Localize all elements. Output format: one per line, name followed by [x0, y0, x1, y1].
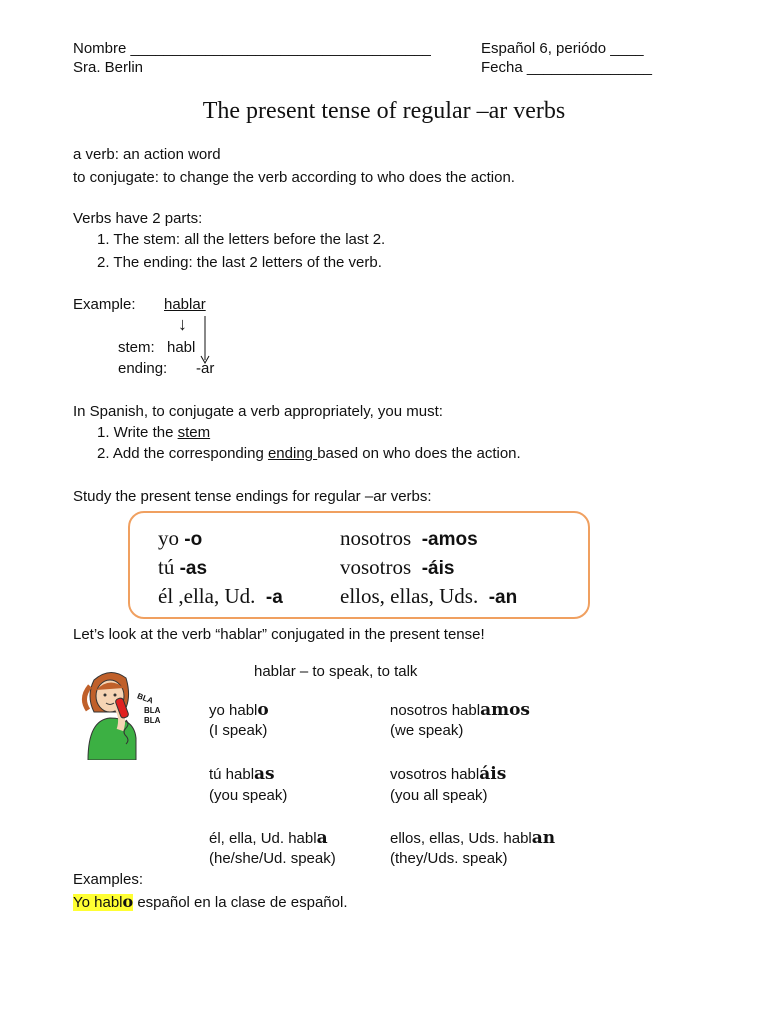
conj-ending: a [316, 828, 328, 848]
bubble-text-3: BLA [144, 716, 161, 725]
conj-tu [209, 764, 275, 784]
conj-ending: o [257, 700, 269, 720]
conj-yo-gloss: (I speak) [209, 722, 268, 739]
ending-row-el [158, 584, 283, 609]
stem-value: habl [167, 339, 196, 356]
bubble-text-1: BLA [135, 691, 155, 706]
pronoun: él ,ella, Ud. [158, 584, 256, 608]
conjugate-definition: : to change the verb according to who does the action. [154, 169, 515, 186]
ending: -as [179, 558, 208, 579]
ending-row-vosotros [340, 555, 454, 580]
conj-ending: an [531, 828, 556, 848]
ending: -a [265, 587, 283, 608]
highlight-prefix: Yo habl [73, 894, 123, 911]
pronoun: ellos, ellas, Uds. [340, 584, 479, 608]
lets-look-text: Let’s look at the verb “hablar” conjugated in the present tense! [73, 626, 485, 643]
instructions-intro: In Spanish, to conjugate a verb appropriately, you must: [73, 403, 443, 420]
conj-ending: as [254, 764, 275, 784]
conj-ending: áis [479, 764, 507, 784]
verb-term: a verb [73, 146, 115, 163]
example-sentence [73, 892, 348, 911]
bubble-text-2: BLA [144, 706, 161, 715]
example-label: Example: [73, 296, 136, 313]
instruction-step-1 [97, 424, 210, 441]
page-title: The present tense of regular –ar verbs [202, 98, 566, 124]
example-verb: hablar [164, 296, 206, 313]
conj-prefix: él, ella, Ud. habl [209, 830, 317, 847]
ending-arrow-icon [198, 316, 212, 366]
definition-verb [73, 146, 221, 163]
pronoun: nosotros [340, 526, 412, 550]
name-field-label: Nombre ____________________________________ [73, 40, 431, 57]
conj-el-gloss: (he/she/Ud. speak) [209, 850, 336, 867]
ending-row-yo [158, 526, 202, 551]
parts-item-ending: 2. The ending: the last 2 letters of the verb. [97, 254, 382, 271]
conj-ending: amos [480, 700, 530, 720]
pronoun: tú [158, 555, 175, 579]
sentence-rest: español en la clase de español. [133, 894, 348, 911]
conj-el [209, 828, 328, 848]
definition-conjugate [73, 169, 515, 186]
ending-label: ending: [118, 360, 168, 377]
highlight-ending: o [122, 892, 134, 911]
conj-vosotros-gloss: (you all speak) [390, 787, 488, 804]
ending-row-ellos [340, 584, 517, 609]
instruction-step-2 [97, 445, 521, 462]
conj-prefix: ellos, ellas, Uds. habl [390, 830, 532, 847]
step-2-rest: based on who does the action. [317, 445, 521, 462]
ending-row-nosotros [340, 526, 478, 551]
examples-label: Examples: [73, 871, 144, 888]
stem-label: stem: [118, 339, 155, 356]
pronoun: vosotros [340, 555, 412, 579]
ending-value: -ar [196, 360, 215, 377]
ending: -amos [421, 529, 478, 550]
class-period-label: Español 6, periódo ____ [481, 40, 644, 57]
study-instruction: Study the present tense endings for regular –ar verbs: [73, 488, 432, 505]
step-1-underlined: stem [177, 424, 211, 441]
conj-prefix: tú habl [209, 766, 255, 783]
step-2-text: 2. Add the corresponding [97, 445, 268, 462]
parts-intro: Verbs have 2 parts: [73, 210, 203, 227]
conj-ellos [390, 828, 555, 848]
verb-title: hablar – to speak, to talk [254, 663, 418, 680]
conj-tu-gloss: (you speak) [209, 787, 288, 804]
step-1-text: 1. Write the [97, 424, 178, 441]
conj-prefix: yo habl [209, 702, 258, 719]
teacher-name: Sra. Berlin [73, 59, 144, 76]
conj-ellos-gloss: (they/Uds. speak) [390, 850, 508, 867]
highlighted-verb [73, 894, 133, 911]
conj-prefix: nosotros habl [390, 702, 481, 719]
conj-nosotros [390, 700, 530, 720]
ending-row-tu [158, 555, 207, 580]
ending: -o [184, 529, 203, 550]
pronoun: yo [158, 526, 179, 550]
conj-nosotros-gloss: (we speak) [390, 722, 464, 739]
down-arrow-icon: ↓ [178, 314, 187, 334]
parts-item-stem: 1. The stem: all the letters before the last 2. [97, 231, 386, 248]
ending: -an [488, 587, 518, 608]
ending: -áis [421, 558, 455, 579]
date-field-label: Fecha _______________ [481, 59, 652, 76]
verb-definition: : an action word [114, 146, 221, 163]
conj-prefix: vosotros habl [390, 766, 480, 783]
step-2-underlined: ending [267, 445, 318, 462]
conj-vosotros [390, 764, 506, 784]
conj-yo [209, 700, 269, 720]
conjugate-term: to conjugate [73, 169, 155, 186]
